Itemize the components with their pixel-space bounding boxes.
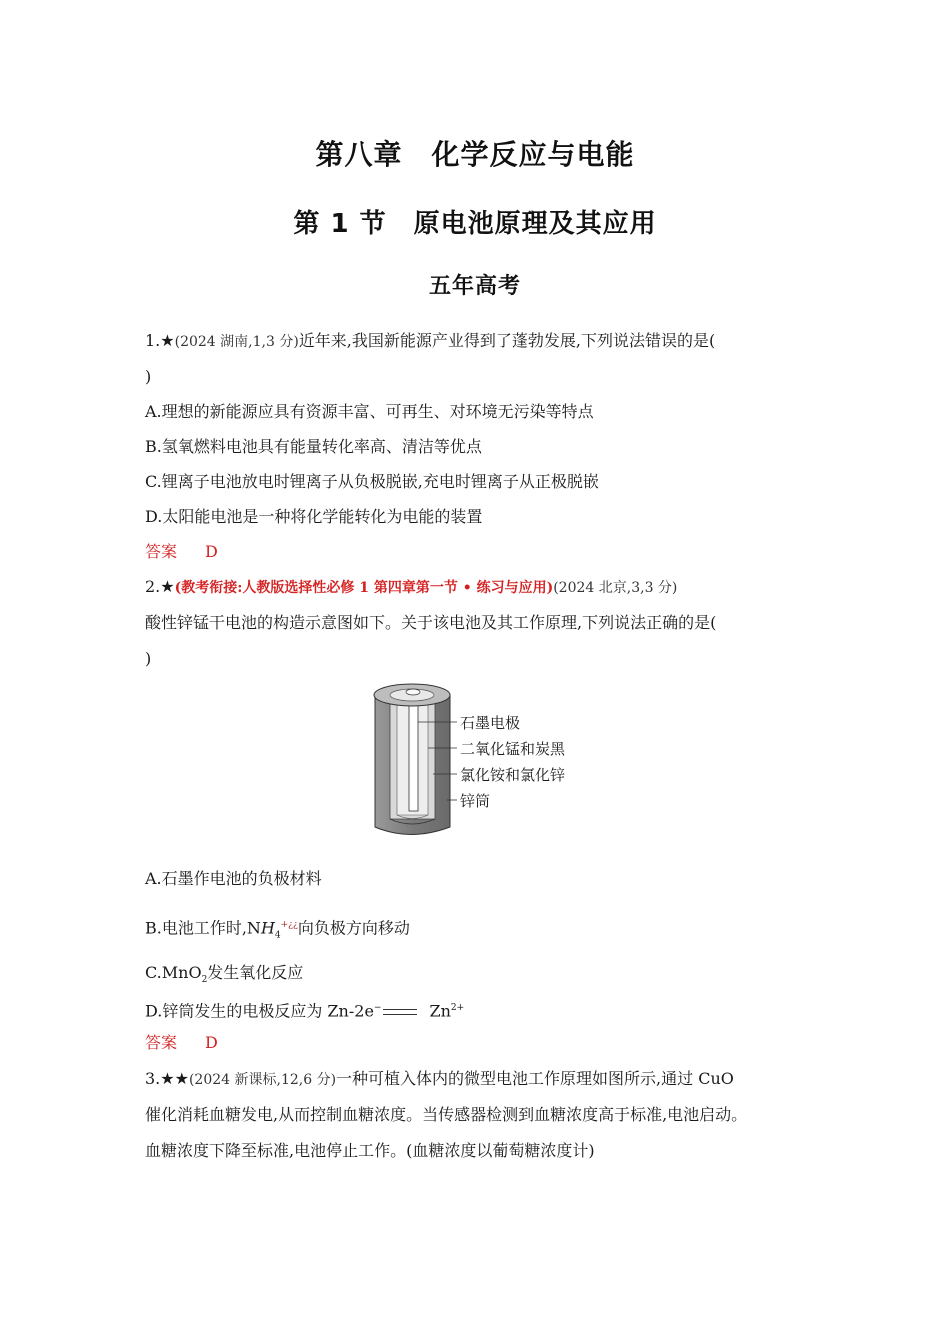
q1-answer <box>145 541 218 563</box>
subsection-title: 五年高考 <box>428 274 521 299</box>
q2-option-d: D.锌筒发生的电极反应为 Zn-2e− $Zn^{2+}$ <box>145 1001 465 1021</box>
q1-option-a: A.理想的新能源应具有资源丰富、可再生、对环境无污染等特点 <box>145 402 594 421</box>
q1-number: 1. <box>145 331 161 350</box>
q2-answer <box>145 1032 218 1054</box>
chapter-title: 第八章 化学反应与电能 <box>315 138 635 171</box>
section-title: 第 1 节 原电池原理及其应用 <box>293 209 657 239</box>
q2-number: 2. <box>145 577 161 596</box>
q3-line1: 一种可植入体内的微型电池工作原理如图所示,通过 CuO <box>336 1069 734 1088</box>
q2-stem: 酸性锌锰干电池的构造示意图如下。关于该电池及其工作原理,下列说法正确的是( <box>145 613 717 632</box>
q2-option-b: B.电池工作时$,NH_4^{+¿¿}$向负极方向移动 <box>145 918 410 941</box>
q1-source: (2024 湖南,1,3 分) <box>174 334 299 350</box>
q2-textbook-link: (教考衔接:人教版选择性必修 1 第四章第一节 • 练习与应用) <box>174 580 554 596</box>
q2-option-c: C.MnO$_2$发生氧化反应 <box>145 963 304 986</box>
q3-source: (2024 新课标,12,6 分) <box>188 1072 337 1088</box>
q2-option-a: A.石墨作电池的负极材料 <box>145 869 322 888</box>
q3-line3: 血糖浓度下降至标准,电池停止工作。(血糖浓度以葡萄糖浓度计) <box>145 1141 595 1160</box>
q1-answer-label: 答案 <box>145 542 178 561</box>
q1-difficulty-stars: ★ <box>160 331 175 350</box>
q3-number: 3. <box>145 1069 161 1088</box>
q1-stem-text: 近年来,我国新能源产业得到了蓬勃发展,下列说法错误的是( <box>298 331 716 350</box>
q2-stem-cont: ) <box>145 649 152 668</box>
q1-answer-value: D <box>205 542 218 561</box>
q1-option-c: C.锂离子电池放电时锂离子从负极脱嵌,充电时锂离子从正极脱嵌 <box>145 472 599 491</box>
q2-answer-value: D <box>205 1033 218 1052</box>
q1-stem-cont: ) <box>145 367 152 386</box>
q1-option-d: D.太阳能电池是一种将化学能转化为电能的装置 <box>145 507 483 526</box>
battery-illustration <box>365 677 605 842</box>
q3-stem <box>145 1068 734 1091</box>
q3-line2: 催化消耗血糖发电,从而控制血糖浓度。当传感器检测到血糖浓度高于标准,电池启动。 <box>145 1105 748 1124</box>
q2-source: (2024 北京,3,3 分) <box>553 580 678 596</box>
battery-diagram <box>365 677 605 842</box>
q2-answer-label: 答案 <box>145 1033 178 1052</box>
q3-difficulty-stars: ★★ <box>160 1069 189 1088</box>
label-nh4cl-zncl2: 氯化铵和氯化锌 <box>460 766 566 784</box>
label-graphite-electrode: 石墨电极 <box>460 714 521 732</box>
q2-header <box>145 576 677 599</box>
equals-sign <box>383 1009 417 1015</box>
label-mno2-carbon: 二氧化锰和炭黑 <box>460 740 566 758</box>
q2-difficulty-stars: ★ <box>160 577 175 596</box>
q1-stem <box>145 330 715 353</box>
q1-option-b: B.氢氧燃料电池具有能量转化率高、清洁等优点 <box>145 437 482 456</box>
label-zinc-can: 锌筒 <box>460 792 491 810</box>
